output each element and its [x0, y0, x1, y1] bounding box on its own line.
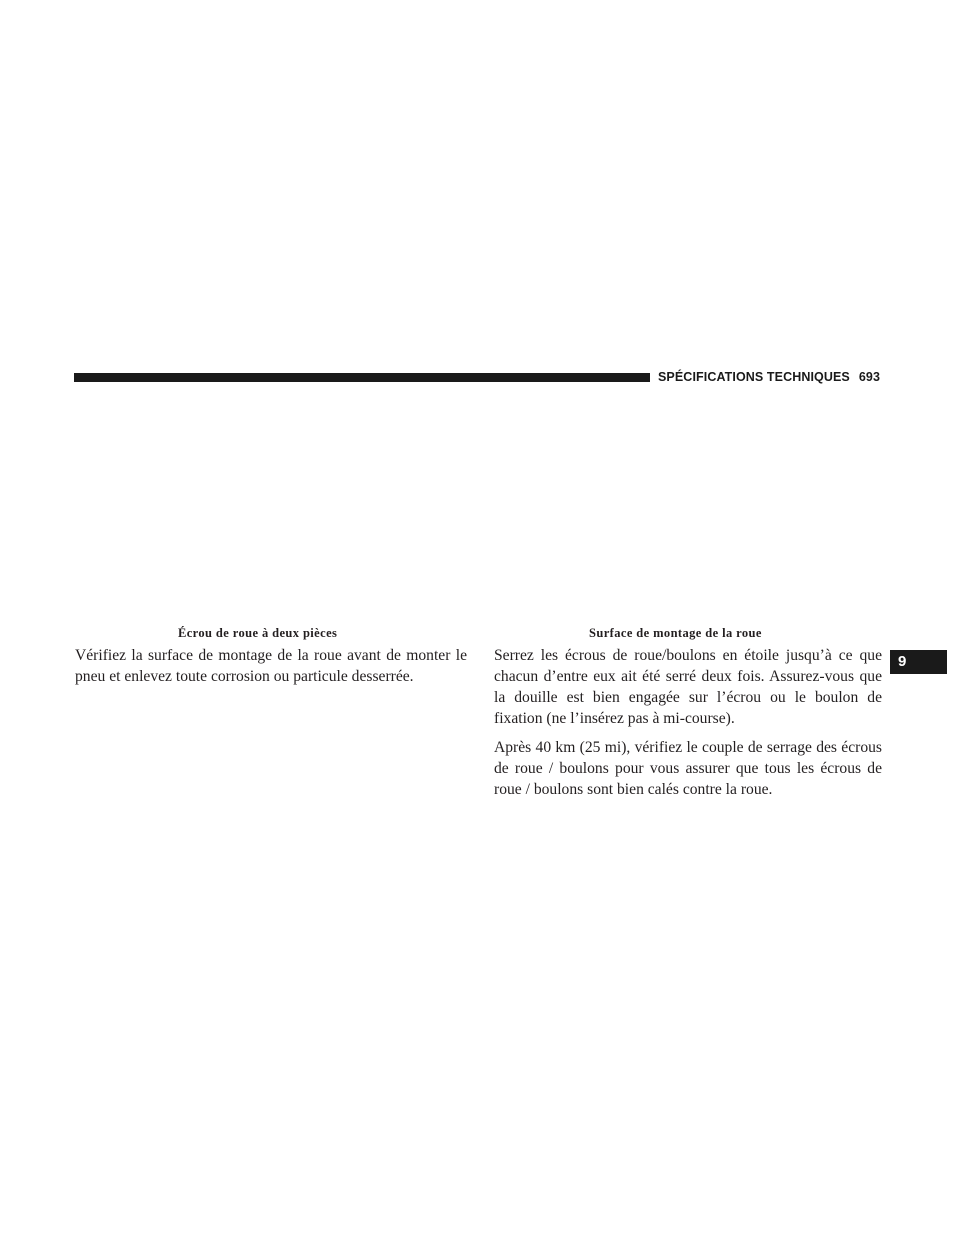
left-paragraph-1: Vérifiez la surface de montage de la roue avant de monter le pneu et enlevez toute corrosion ou particule desserrée.: [75, 647, 467, 685]
right-column: [494, 645, 882, 808]
header-rule: [74, 373, 650, 382]
page-number: 693: [858, 370, 881, 384]
chapter-tab: 9: [890, 650, 947, 674]
right-paragraph-2: Après 40 km (25 mi), vérifiez le couple de serrage des écrous de roue / boulons pour vous assurer que tous les écrous de roue / boulons sont bien calés contre la roue.: [494, 739, 882, 798]
running-header: [658, 370, 884, 384]
figure-caption-right: Surface de montage de la roue: [589, 626, 762, 640]
section-title: SPÉCIFICATIONS TECHNIQUES: [658, 370, 850, 384]
figure-caption-left: Écrou de roue à deux pièces: [178, 626, 338, 640]
left-column: [75, 645, 467, 687]
right-paragraph-1: Serrez les écrous de roue/boulons en étoile jusqu’à ce que chacun d’entre eux ait été serré deux fois. Assurez-vous que la douille est bien engagée sur l’écrou ou le boulon de fixation (ne l’insérez pas à mi-course).: [494, 647, 882, 727]
